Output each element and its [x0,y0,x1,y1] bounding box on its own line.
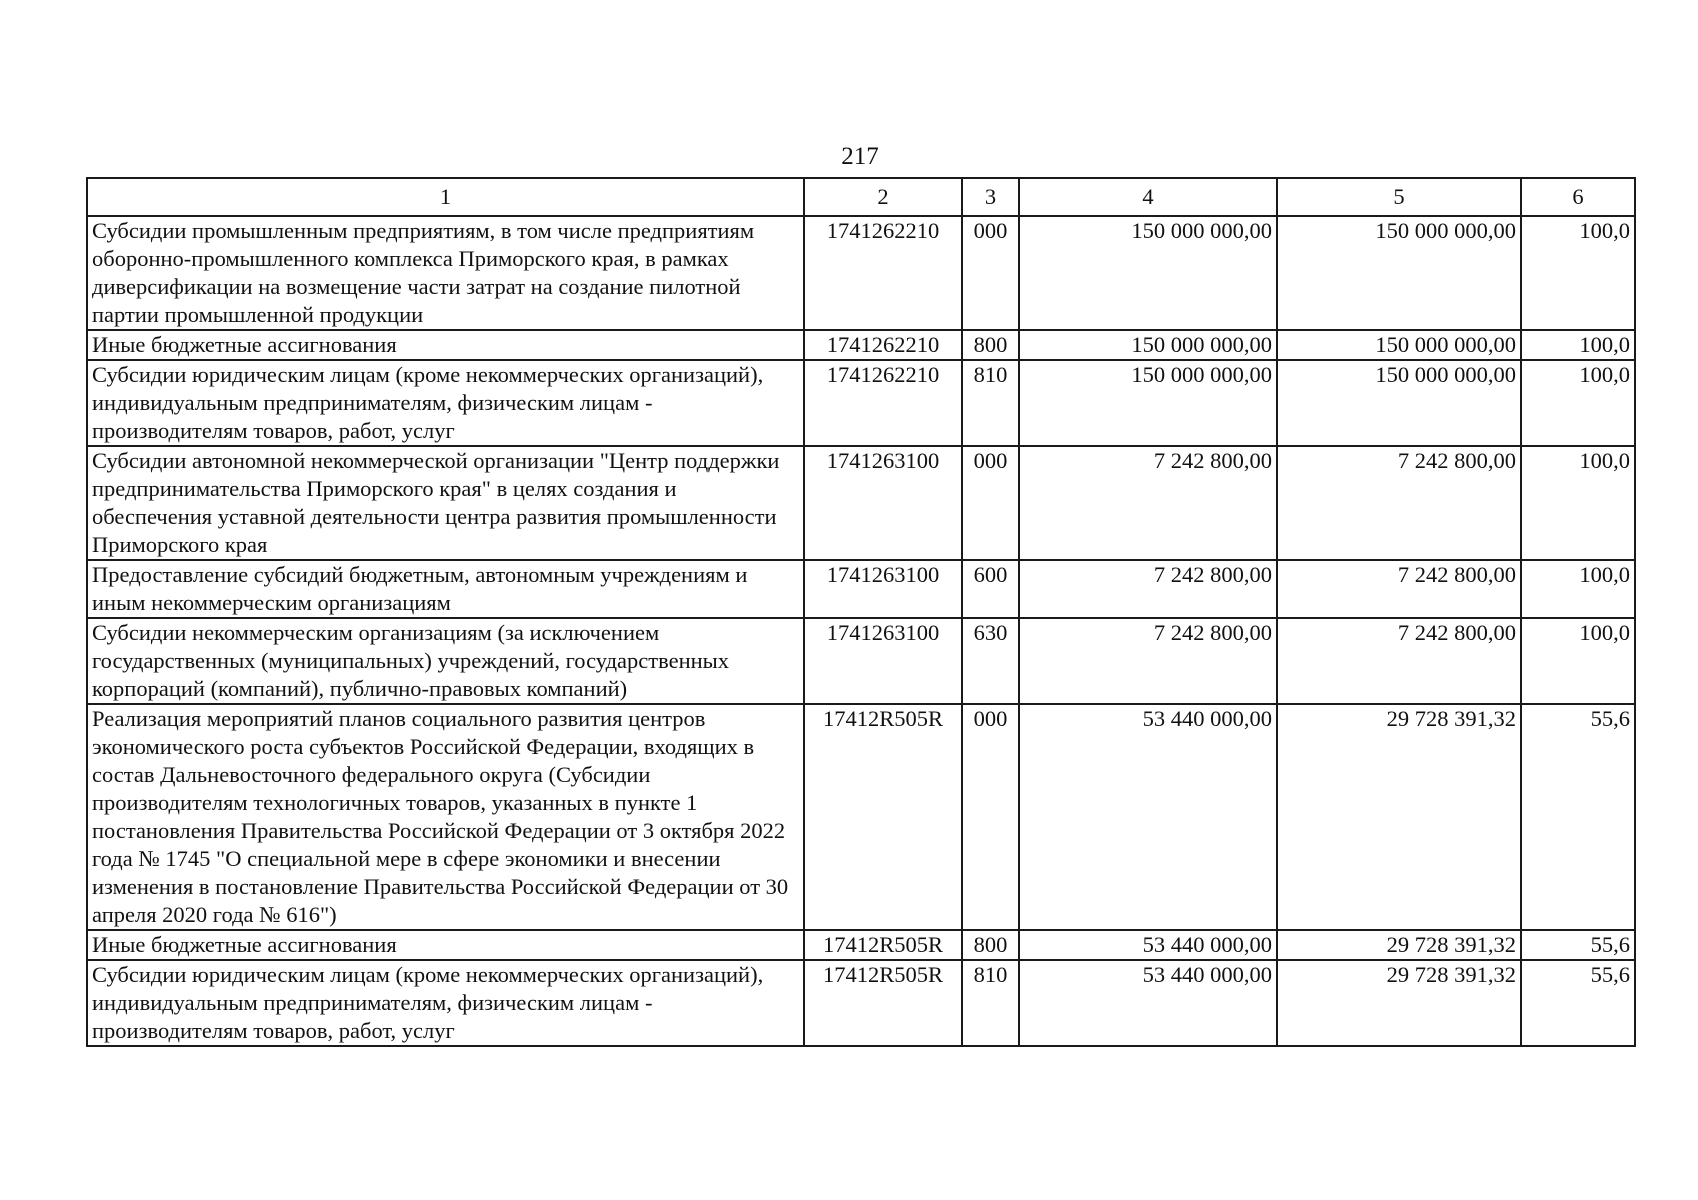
column-header-name: 1 [87,178,804,216]
row-code: 17412R505R [804,704,962,930]
row-plan: 150 000 000,00 [1019,360,1277,446]
table-row [87,360,1635,446]
row-percent: 100,0 [1521,330,1635,360]
row-kvr: 000 [962,216,1019,330]
row-kvr: 000 [962,446,1019,560]
row-fact: 29 728 391,32 [1277,704,1521,930]
row-code: 1741263100 [804,446,962,560]
table-header-row [87,178,1635,216]
row-kvr: 800 [962,930,1019,960]
row-code: 1741262210 [804,330,962,360]
table-row [87,960,1635,1046]
row-percent: 100,0 [1521,216,1635,330]
row-plan: 150 000 000,00 [1019,216,1277,330]
row-fact: 7 242 800,00 [1277,560,1521,618]
row-fact: 150 000 000,00 [1277,330,1521,360]
row-fact: 7 242 800,00 [1277,446,1521,560]
row-plan: 53 440 000,00 [1019,960,1277,1046]
row-name: Субсидии юридическим лицам (кроме некоммерческих организаций), индивидуальным предпринимателям, физическим лицам - производителям товаров, работ, услуг [87,960,804,1046]
table-row [87,704,1635,930]
row-kvr: 630 [962,618,1019,704]
row-fact: 29 728 391,32 [1277,960,1521,1046]
row-plan: 150 000 000,00 [1019,330,1277,360]
row-plan: 7 242 800,00 [1019,446,1277,560]
row-code: 1741263100 [804,618,962,704]
row-kvr: 000 [962,704,1019,930]
row-percent: 55,6 [1521,704,1635,930]
row-code: 1741262210 [804,360,962,446]
row-name: Иные бюджетные ассигнования [87,330,804,360]
page-number: 217 [841,143,879,170]
table-row [87,330,1635,360]
row-name: Иные бюджетные ассигнования [87,930,804,960]
row-fact: 150 000 000,00 [1277,360,1521,446]
row-name: Реализация мероприятий планов социального развития центров экономического роста субъектов Российской Федерации, входящих в состав Дальневосточного федерального округа (Субсидии производителям технологичных товаров, указанных в пункте 1 постановления Правительства Российской Федерации от 3 октября 2022 года № 1745 "О специальной мере в сфере экономики и внесении изменения в постановление Правительства Российской Федерации от 30 апреля 2020 года № 616") [87,704,804,930]
row-plan: 7 242 800,00 [1019,560,1277,618]
row-plan: 7 242 800,00 [1019,618,1277,704]
row-kvr: 810 [962,960,1019,1046]
row-fact: 150 000 000,00 [1277,216,1521,330]
table-row [87,930,1635,960]
row-kvr: 600 [962,560,1019,618]
table-row [87,560,1635,618]
table-row [87,216,1635,330]
row-kvr: 800 [962,330,1019,360]
row-percent: 55,6 [1521,930,1635,960]
row-name: Субсидии некоммерческим организациям (за исключением государственных (муниципальных) учреждений, государственных корпораций (компаний), публично-правовых компаний) [87,618,804,704]
row-name: Субсидии юридическим лицам (кроме некоммерческих организаций), индивидуальным предпринимателям, физическим лицам - производителям товаров, работ, услуг [87,360,804,446]
row-code: 17412R505R [804,960,962,1046]
row-fact: 29 728 391,32 [1277,930,1521,960]
row-plan: 53 440 000,00 [1019,704,1277,930]
row-percent: 100,0 [1521,618,1635,704]
budget-table [86,177,1636,1047]
row-code: 1741262210 [804,216,962,330]
row-fact: 7 242 800,00 [1277,618,1521,704]
table-row [87,446,1635,560]
row-percent: 100,0 [1521,360,1635,446]
table-row [87,618,1635,704]
column-header-kvr: 3 [962,178,1019,216]
row-name: Субсидии автономной некоммерческой организации "Центр поддержки предпринимательства Приморского края" в целях создания и обеспечения уставной деятельности центра развития промышленности Приморского края [87,446,804,560]
column-header-percent: 6 [1521,178,1635,216]
column-header-fact: 5 [1277,178,1521,216]
row-kvr: 810 [962,360,1019,446]
row-percent: 55,6 [1521,960,1635,1046]
row-plan: 53 440 000,00 [1019,930,1277,960]
row-name: Субсидии промышленным предприятиям, в том числе предприятиям оборонно-промышленного комплекса Приморского края, в рамках диверсификации на возмещение части затрат на создание пилотной партии промышленной продукции [87,216,804,330]
row-name: Предоставление субсидий бюджетным, автономным учреждениям и иным некоммерческим организациям [87,560,804,618]
column-header-plan: 4 [1019,178,1277,216]
column-header-code: 2 [804,178,962,216]
row-percent: 100,0 [1521,446,1635,560]
row-percent: 100,0 [1521,560,1635,618]
row-code: 1741263100 [804,560,962,618]
row-code: 17412R505R [804,930,962,960]
